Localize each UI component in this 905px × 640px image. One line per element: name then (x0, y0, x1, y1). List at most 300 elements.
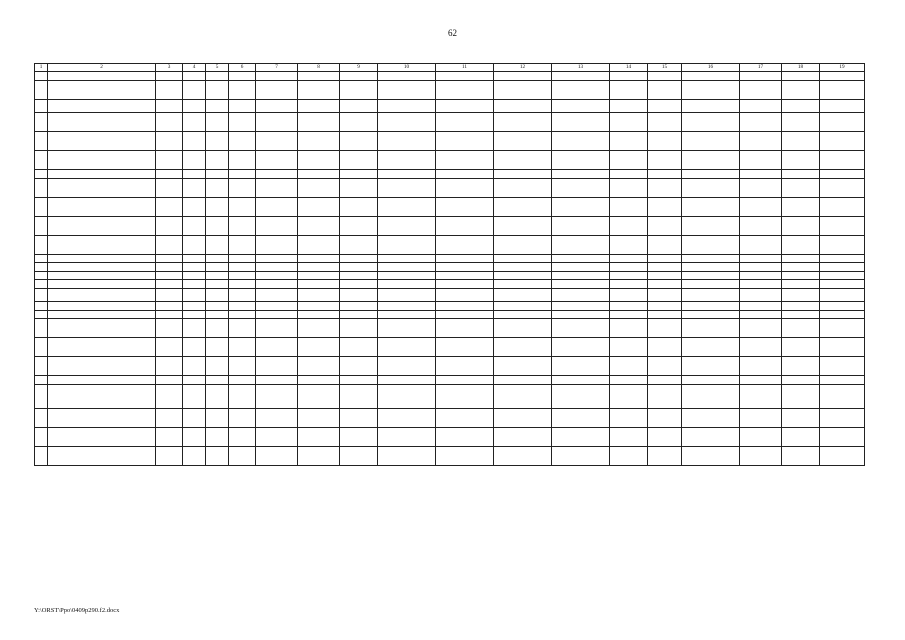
value-cell (648, 254, 682, 263)
value-cell (494, 384, 552, 409)
table-row (35, 271, 865, 280)
value-cell (648, 197, 682, 216)
value-cell (820, 338, 865, 357)
value-cell (494, 72, 552, 81)
row-index-cell (35, 263, 48, 272)
value-cell (740, 376, 782, 385)
row-index-cell (35, 80, 48, 99)
value-cell (183, 338, 206, 357)
value-cell (648, 151, 682, 170)
value-cell (436, 409, 494, 428)
value-cell (436, 319, 494, 338)
value-cell (340, 447, 378, 466)
value-cell (229, 72, 256, 81)
value-cell (183, 428, 206, 447)
value-cell (782, 319, 820, 338)
value-cell (782, 271, 820, 280)
value-cell (782, 72, 820, 81)
value-cell (206, 376, 229, 385)
value-cell (494, 80, 552, 99)
value-cell (820, 254, 865, 263)
value-cell (229, 447, 256, 466)
value-cell (494, 132, 552, 151)
value-cell (820, 319, 865, 338)
row-name-cell (48, 280, 156, 289)
value-cell (436, 338, 494, 357)
value-cell (610, 216, 648, 235)
table-row (35, 216, 865, 235)
value-cell (552, 319, 610, 338)
value-cell (156, 170, 183, 179)
value-cell (229, 170, 256, 179)
value-cell (648, 235, 682, 254)
value-cell (820, 428, 865, 447)
page-number: 62 (448, 28, 457, 38)
value-cell (820, 376, 865, 385)
value-cell (436, 263, 494, 272)
value-cell (494, 170, 552, 179)
value-cell (494, 357, 552, 376)
table-row (35, 99, 865, 113)
column-number-19: 19 (820, 64, 865, 72)
value-cell (183, 302, 206, 311)
table-row (35, 288, 865, 302)
value-cell (156, 319, 183, 338)
value-cell (229, 310, 256, 319)
value-cell (782, 384, 820, 409)
value-cell (494, 302, 552, 311)
value-cell (378, 271, 436, 280)
value-cell (740, 216, 782, 235)
value-cell (183, 288, 206, 302)
value-cell (340, 384, 378, 409)
value-cell (740, 310, 782, 319)
value-cell (156, 280, 183, 289)
value-cell (378, 384, 436, 409)
table-row (35, 170, 865, 179)
table-row (35, 178, 865, 197)
value-cell (740, 428, 782, 447)
value-cell (494, 263, 552, 272)
value-cell (782, 338, 820, 357)
column-number-12: 12 (494, 64, 552, 72)
column-number-15: 15 (648, 64, 682, 72)
table-row (35, 151, 865, 170)
value-cell (206, 288, 229, 302)
value-cell (648, 263, 682, 272)
value-cell (782, 288, 820, 302)
value-cell (256, 254, 298, 263)
value-cell (552, 178, 610, 197)
table-row (35, 132, 865, 151)
row-name-cell (48, 178, 156, 197)
value-cell (156, 80, 183, 99)
value-cell (378, 170, 436, 179)
value-cell (298, 254, 340, 263)
value-cell (378, 178, 436, 197)
value-cell (682, 235, 740, 254)
value-cell (820, 99, 865, 113)
value-cell (378, 254, 436, 263)
value-cell (229, 384, 256, 409)
value-cell (494, 254, 552, 263)
value-cell (256, 310, 298, 319)
value-cell (682, 319, 740, 338)
value-cell (648, 271, 682, 280)
value-cell (682, 80, 740, 99)
column-number-14: 14 (610, 64, 648, 72)
value-cell (206, 280, 229, 289)
value-cell (740, 235, 782, 254)
value-cell (229, 178, 256, 197)
value-cell (436, 288, 494, 302)
value-cell (740, 271, 782, 280)
value-cell (682, 376, 740, 385)
value-cell (648, 80, 682, 99)
value-cell (782, 197, 820, 216)
row-index-cell (35, 280, 48, 289)
row-name-cell (48, 271, 156, 280)
value-cell (740, 302, 782, 311)
row-index-cell (35, 271, 48, 280)
value-cell (552, 384, 610, 409)
value-cell (229, 376, 256, 385)
value-cell (436, 113, 494, 132)
value-cell (206, 80, 229, 99)
value-cell (552, 409, 610, 428)
value-cell (156, 151, 183, 170)
value-cell (340, 99, 378, 113)
value-cell (298, 80, 340, 99)
value-cell (229, 99, 256, 113)
value-cell (682, 216, 740, 235)
row-name-cell (48, 310, 156, 319)
value-cell (378, 409, 436, 428)
value-cell (494, 310, 552, 319)
value-cell (610, 235, 648, 254)
value-cell (494, 409, 552, 428)
value-cell (436, 170, 494, 179)
value-cell (740, 447, 782, 466)
value-cell (229, 302, 256, 311)
value-cell (229, 132, 256, 151)
value-cell (229, 80, 256, 99)
table-row (35, 428, 865, 447)
value-cell (378, 132, 436, 151)
value-cell (782, 235, 820, 254)
value-cell (256, 170, 298, 179)
table-row (35, 447, 865, 466)
value-cell (229, 235, 256, 254)
value-cell (206, 197, 229, 216)
value-cell (378, 319, 436, 338)
value-cell (156, 338, 183, 357)
row-name-cell (48, 409, 156, 428)
value-cell (256, 280, 298, 289)
value-cell (298, 384, 340, 409)
value-cell (298, 178, 340, 197)
value-cell (610, 113, 648, 132)
statistics-table (34, 63, 865, 466)
row-index-cell (35, 170, 48, 179)
value-cell (648, 280, 682, 289)
value-cell (436, 447, 494, 466)
value-cell (436, 216, 494, 235)
value-cell (740, 357, 782, 376)
value-cell (156, 235, 183, 254)
value-cell (340, 271, 378, 280)
row-index-cell (35, 132, 48, 151)
value-cell (183, 384, 206, 409)
value-cell (648, 99, 682, 113)
value-cell (298, 271, 340, 280)
row-name-cell (48, 99, 156, 113)
value-cell (206, 151, 229, 170)
row-index-cell (35, 319, 48, 338)
value-cell (183, 170, 206, 179)
value-cell (820, 384, 865, 409)
value-cell (436, 271, 494, 280)
value-cell (782, 376, 820, 385)
table-row (35, 302, 865, 311)
value-cell (820, 170, 865, 179)
value-cell (648, 178, 682, 197)
column-number-5: 5 (206, 64, 229, 72)
value-cell (183, 197, 206, 216)
value-cell (648, 310, 682, 319)
value-cell (206, 132, 229, 151)
value-cell (229, 216, 256, 235)
row-name-cell (48, 80, 156, 99)
value-cell (183, 80, 206, 99)
value-cell (552, 357, 610, 376)
value-cell (298, 170, 340, 179)
value-cell (229, 254, 256, 263)
row-name-cell (48, 319, 156, 338)
value-cell (436, 357, 494, 376)
value-cell (340, 151, 378, 170)
value-cell (156, 271, 183, 280)
value-cell (682, 197, 740, 216)
value-cell (494, 151, 552, 170)
value-cell (740, 132, 782, 151)
value-cell (782, 151, 820, 170)
value-cell (298, 72, 340, 81)
value-cell (156, 72, 183, 81)
value-cell (682, 99, 740, 113)
value-cell (436, 80, 494, 99)
value-cell (610, 357, 648, 376)
file-path-footer: Y:\ORST\Ppo\0409p290.f2.docx (34, 607, 120, 614)
value-cell (820, 447, 865, 466)
value-cell (156, 357, 183, 376)
value-cell (436, 132, 494, 151)
value-cell (206, 357, 229, 376)
value-cell (156, 99, 183, 113)
value-cell (494, 216, 552, 235)
value-cell (610, 288, 648, 302)
value-cell (156, 302, 183, 311)
value-cell (340, 302, 378, 311)
value-cell (494, 280, 552, 289)
value-cell (436, 280, 494, 289)
value-cell (648, 428, 682, 447)
row-index-cell (35, 216, 48, 235)
value-cell (820, 263, 865, 272)
value-cell (340, 357, 378, 376)
value-cell (378, 376, 436, 385)
value-cell (206, 447, 229, 466)
value-cell (610, 447, 648, 466)
value-cell (648, 376, 682, 385)
value-cell (340, 216, 378, 235)
value-cell (782, 409, 820, 428)
value-cell (552, 310, 610, 319)
column-number-18: 18 (782, 64, 820, 72)
table-row (35, 357, 865, 376)
value-cell (494, 428, 552, 447)
table-row (35, 72, 865, 81)
value-cell (436, 178, 494, 197)
value-cell (610, 72, 648, 81)
value-cell (340, 132, 378, 151)
column-number-6: 6 (229, 64, 256, 72)
value-cell (183, 280, 206, 289)
value-cell (436, 428, 494, 447)
value-cell (156, 254, 183, 263)
value-cell (820, 280, 865, 289)
value-cell (820, 310, 865, 319)
value-cell (378, 99, 436, 113)
value-cell (436, 197, 494, 216)
value-cell (552, 376, 610, 385)
value-cell (378, 428, 436, 447)
value-cell (206, 428, 229, 447)
value-cell (298, 263, 340, 272)
row-index-cell (35, 302, 48, 311)
value-cell (494, 271, 552, 280)
value-cell (340, 235, 378, 254)
value-cell (648, 170, 682, 179)
value-cell (183, 271, 206, 280)
value-cell (682, 170, 740, 179)
value-cell (378, 72, 436, 81)
value-cell (740, 338, 782, 357)
value-cell (610, 280, 648, 289)
value-cell (682, 271, 740, 280)
value-cell (782, 132, 820, 151)
value-cell (648, 338, 682, 357)
value-cell (156, 310, 183, 319)
value-cell (648, 288, 682, 302)
value-cell (256, 72, 298, 81)
value-cell (552, 216, 610, 235)
value-cell (820, 80, 865, 99)
row-index-cell (35, 338, 48, 357)
value-cell (183, 376, 206, 385)
value-cell (378, 288, 436, 302)
value-cell (206, 319, 229, 338)
value-cell (820, 409, 865, 428)
value-cell (552, 338, 610, 357)
column-number-8: 8 (298, 64, 340, 72)
value-cell (229, 357, 256, 376)
value-cell (682, 338, 740, 357)
value-cell (378, 216, 436, 235)
value-cell (340, 113, 378, 132)
value-cell (436, 310, 494, 319)
value-cell (682, 288, 740, 302)
value-cell (782, 428, 820, 447)
value-cell (552, 113, 610, 132)
value-cell (256, 216, 298, 235)
value-cell (610, 132, 648, 151)
value-cell (610, 302, 648, 311)
value-cell (648, 216, 682, 235)
value-cell (552, 235, 610, 254)
value-cell (552, 428, 610, 447)
value-cell (229, 113, 256, 132)
value-cell (298, 280, 340, 289)
value-cell (610, 178, 648, 197)
row-index-cell (35, 151, 48, 170)
value-cell (340, 338, 378, 357)
value-cell (183, 254, 206, 263)
value-cell (256, 319, 298, 338)
row-name-cell (48, 338, 156, 357)
value-cell (552, 288, 610, 302)
value-cell (682, 384, 740, 409)
value-cell (229, 428, 256, 447)
value-cell (378, 263, 436, 272)
value-cell (378, 280, 436, 289)
value-cell (494, 447, 552, 466)
value-cell (610, 151, 648, 170)
value-cell (740, 170, 782, 179)
value-cell (436, 235, 494, 254)
value-cell (298, 113, 340, 132)
value-cell (156, 384, 183, 409)
value-cell (183, 216, 206, 235)
value-cell (820, 132, 865, 151)
table-row (35, 280, 865, 289)
column-number-11: 11 (436, 64, 494, 72)
value-cell (820, 113, 865, 132)
table-row (35, 197, 865, 216)
value-cell (436, 302, 494, 311)
row-name-cell (48, 170, 156, 179)
value-cell (340, 428, 378, 447)
value-cell (183, 113, 206, 132)
value-cell (206, 302, 229, 311)
value-cell (183, 263, 206, 272)
value-cell (206, 310, 229, 319)
row-index-cell (35, 288, 48, 302)
value-cell (256, 197, 298, 216)
value-cell (206, 271, 229, 280)
row-name-cell (48, 216, 156, 235)
value-cell (206, 178, 229, 197)
column-number-3: 3 (156, 64, 183, 72)
value-cell (378, 80, 436, 99)
row-name-cell (48, 197, 156, 216)
value-cell (183, 319, 206, 338)
value-cell (229, 263, 256, 272)
value-cell (494, 319, 552, 338)
value-cell (206, 409, 229, 428)
column-number-row (35, 64, 865, 72)
value-cell (552, 170, 610, 179)
